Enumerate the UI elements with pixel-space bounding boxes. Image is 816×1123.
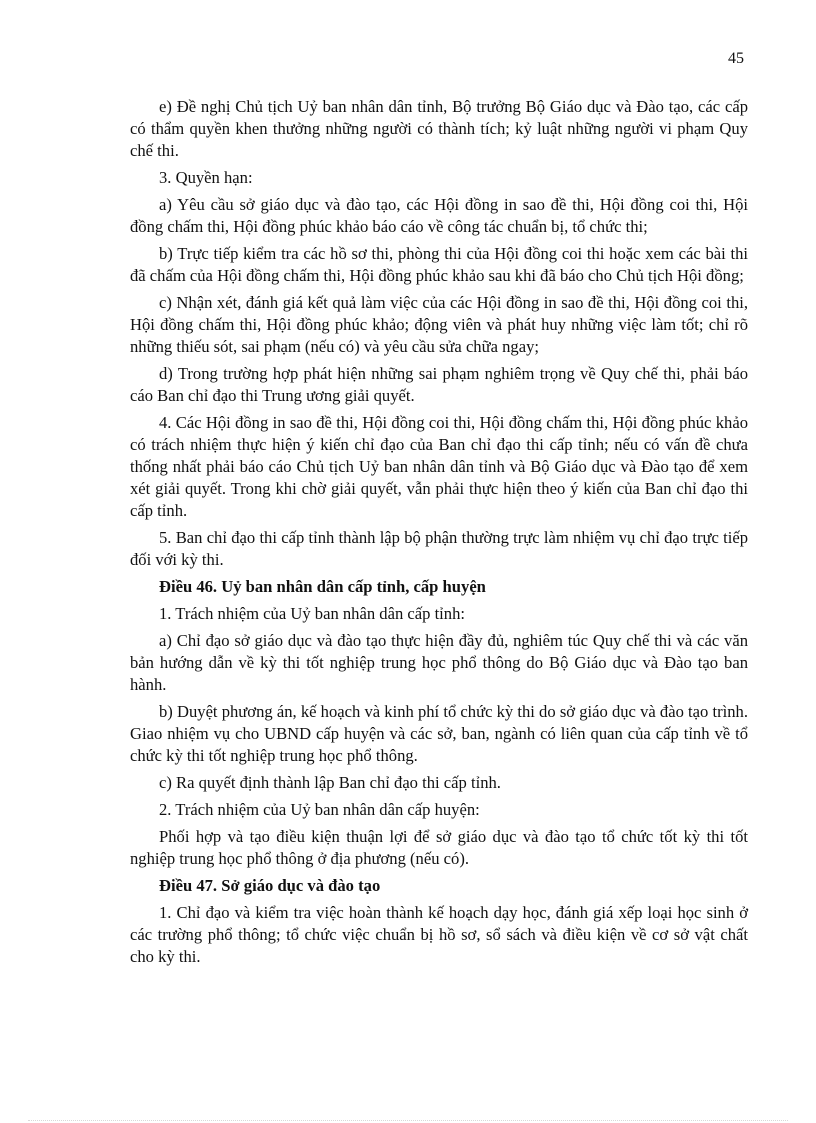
paragraph: a) Yêu cầu sở giáo dục và đào tạo, các Hội đồng in sao đề thi, Hội đồng coi thi, Hội đồng chấm thi, Hội đồng phúc khảo báo cáo về công tác chuẩn bị, tổ chức thi;: [130, 195, 748, 236]
page-body: [130, 96, 748, 973]
paragraph: 3. Quyền hạn:: [159, 168, 253, 187]
page-number: 45: [728, 50, 744, 67]
paragraph: c) Nhận xét, đánh giá kết quả làm việc của các Hội đồng in sao đề thi, Hội đồng coi thi, Hội đồng chấm thi, Hội đồng phúc khảo; động viên và phát huy những việc làm tốt; chỉ rõ những thiếu sót, sai phạm (nếu có) và yêu cầu sửa chữa ngay;: [130, 293, 748, 356]
paragraph: 4. Các Hội đồng in sao đề thi, Hội đồng coi thi, Hội đồng chấm thi, Hội đồng phúc khảo có trách nhiệm thực hiện ý kiến chỉ đạo của Ban chỉ đạo thi cấp tỉnh; nếu có vấn đề chưa thống nhất phải báo cáo Chủ tịch Uỷ ban nhân dân tỉnh và Bộ Giáo dục và Đào tạo để xem xét giải quyết. Trong khi chờ giải quyết, vẫn phải thực hiện theo ý kiến của Ban chỉ đạo thi cấp tỉnh.: [130, 413, 748, 520]
paragraph: 5. Ban chỉ đạo thi cấp tỉnh thành lập bộ phận thường trực làm nhiệm vụ chỉ đạo trực tiếp đối với kỳ thi.: [130, 528, 748, 569]
paragraph: a) Chỉ đạo sở giáo dục và đào tạo thực hiện đầy đủ, nghiêm túc Quy chế thi và các văn bản hướng dẫn về kỳ thi tốt nghiệp trung học phổ thông do Bộ Giáo dục và Đào tạo ban hành.: [130, 631, 748, 694]
paragraph: 1. Chỉ đạo và kiểm tra việc hoàn thành kế hoạch dạy học, đánh giá xếp loại học sinh ở các trường phổ thông; tổ chức việc chuẩn bị hồ sơ, sổ sách và điều kiện về cơ sở vật chất cho kỳ thi.: [130, 903, 748, 966]
article-heading: Điều 46. Uỷ ban nhân dân cấp tỉnh, cấp huyện: [159, 577, 486, 596]
paragraph: 2. Trách nhiệm của Uỷ ban nhân dân cấp huyện:: [159, 800, 480, 819]
paragraph: b) Trực tiếp kiểm tra các hồ sơ thi, phòng thi của Hội đồng coi thi hoặc xem các bài thi đã chấm của Hội đồng chấm thi, Hội đồng phúc khảo sau khi đã báo cho Chủ tịch Hội đồng;: [130, 244, 748, 285]
paragraph: 1. Trách nhiệm của Uỷ ban nhân dân cấp tỉnh:: [159, 604, 465, 623]
page-bottom-rule: [28, 1120, 788, 1121]
paragraph: b) Duyệt phương án, kế hoạch và kinh phí tổ chức kỳ thi do sở giáo dục và đào tạo trình. Giao nhiệm vụ cho UBND cấp huyện và các sở, ban, ngành có liên quan của cấp tỉnh về tổ chức kỳ thi tốt nghiệp trung học phổ thông.: [130, 702, 748, 765]
paragraph: d) Trong trường hợp phát hiện những sai phạm nghiêm trọng về Quy chế thi, phải báo cáo Ban chỉ đạo thi Trung ương giải quyết.: [130, 364, 748, 405]
paragraph: c) Ra quyết định thành lập Ban chỉ đạo thi cấp tỉnh.: [159, 773, 501, 792]
paragraph: e) Đề nghị Chủ tịch Uỷ ban nhân dân tỉnh, Bộ trưởng Bộ Giáo dục và Đào tạo, các cấp có thẩm quyền khen thưởng những người có thành tích; kỷ luật những người vi phạm Quy chế thi.: [130, 97, 748, 160]
article-heading: Điều 47. Sở giáo dục và đào tạo: [159, 876, 381, 895]
paragraph: Phối hợp và tạo điều kiện thuận lợi để sở giáo dục và đào tạo tổ chức tốt kỳ thi tốt nghiệp trung học phổ thông ở địa phương (nếu có).: [130, 827, 748, 868]
